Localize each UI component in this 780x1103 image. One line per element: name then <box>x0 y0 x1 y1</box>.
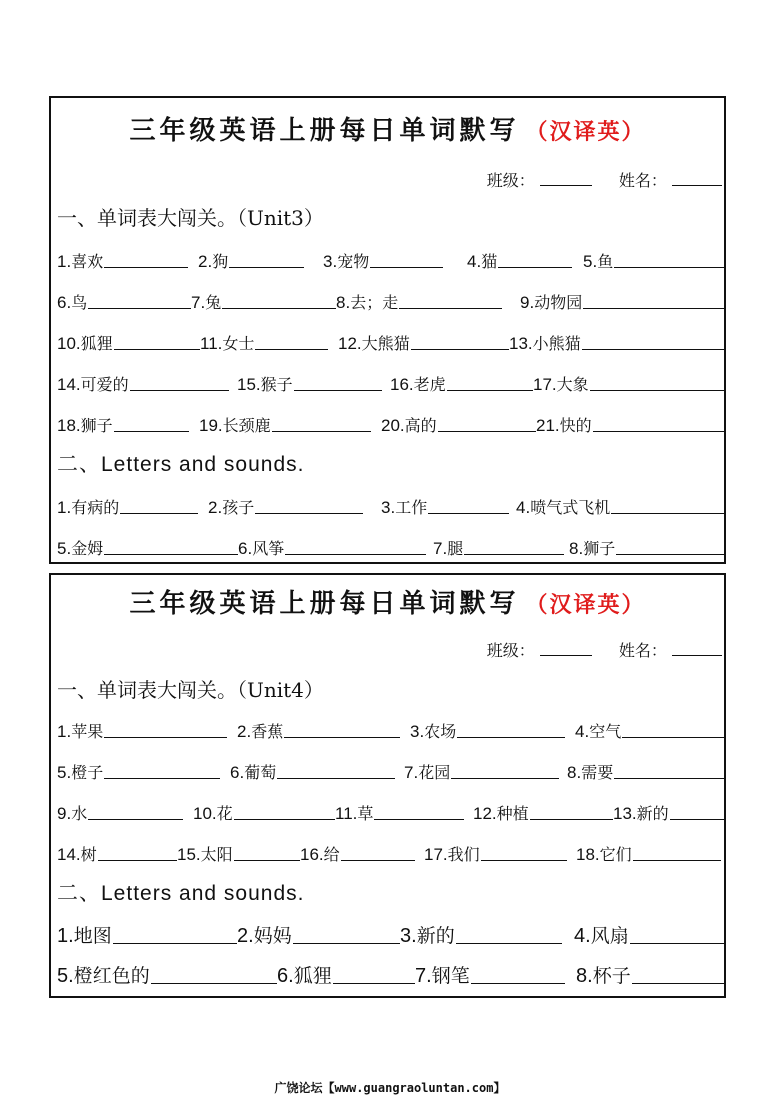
answer-blank[interactable] <box>593 430 726 432</box>
class-name-line: 班级： 姓名： <box>487 168 722 191</box>
vocab-item <box>433 531 564 559</box>
answer-blank[interactable] <box>114 430 189 432</box>
item-word: 狐狸 <box>293 965 332 987</box>
letters-row <box>57 490 723 518</box>
item-word: 鸟 <box>71 293 88 312</box>
answer-blank[interactable] <box>451 777 559 779</box>
vocab-item <box>177 837 300 865</box>
item-word: 需要 <box>581 763 614 782</box>
answer-blank[interactable] <box>614 777 726 779</box>
answer-blank[interactable] <box>498 266 572 268</box>
answer-blank[interactable] <box>399 307 502 309</box>
item-number: 8. <box>569 539 584 558</box>
item-word: 喜欢 <box>71 252 104 271</box>
worksheet-unit3 <box>49 96 726 564</box>
item-number: 3. <box>381 498 396 517</box>
item-word: 妈妈 <box>253 925 292 947</box>
item-number: 10. <box>193 804 217 823</box>
item-number: 8. <box>336 293 351 312</box>
vocab-row <box>57 796 723 824</box>
letters-row <box>57 916 723 948</box>
item-word: 孩子 <box>222 498 255 517</box>
worksheet-subtitle: （汉译英） <box>525 119 646 145</box>
answer-blank[interactable] <box>341 859 415 861</box>
section-vocab-heading: 一、单词表大闯关。（Unit3） <box>57 206 324 230</box>
answer-blank[interactable] <box>255 348 328 350</box>
vocab-item <box>238 531 426 559</box>
item-word: 狗 <box>212 252 229 271</box>
item-number: 5. <box>57 539 72 558</box>
item-word: 新的 <box>416 925 455 947</box>
item-number: 5. <box>57 763 72 782</box>
item-word: 橙子 <box>71 763 104 782</box>
vocab-item <box>381 408 536 436</box>
vocab-item <box>191 285 336 313</box>
item-number: 14. <box>57 845 81 864</box>
worksheet-title: 三年级英语上册每日单词默写 （汉译英） <box>129 116 646 146</box>
item-number: 3. <box>400 925 417 947</box>
vocab-item <box>336 285 502 313</box>
vocab-item <box>381 490 509 518</box>
answer-blank[interactable] <box>293 942 400 944</box>
item-word: 草 <box>357 804 374 823</box>
item-number: 14. <box>57 375 81 394</box>
answer-blank[interactable] <box>438 430 536 432</box>
item-number: 9. <box>57 804 72 823</box>
vocab-item <box>57 244 188 272</box>
vocab-item <box>200 326 328 354</box>
item-number: 4. <box>467 252 482 271</box>
item-word: 小熊猫 <box>532 334 581 353</box>
item-word: 太阳 <box>200 845 233 864</box>
answer-blank[interactable] <box>457 736 565 738</box>
item-word: 兔 <box>205 293 222 312</box>
vocab-item <box>400 916 562 948</box>
answer-blank[interactable] <box>234 859 300 861</box>
answer-blank[interactable] <box>447 389 533 391</box>
item-word: 风扇 <box>590 925 629 947</box>
vocab-row <box>57 326 723 354</box>
item-number: 7. <box>191 293 206 312</box>
item-number: 4. <box>516 498 531 517</box>
item-word: 钢笔 <box>431 965 470 987</box>
vocab-item <box>390 367 533 395</box>
item-number: 21. <box>536 416 560 435</box>
item-number: 10. <box>57 334 81 353</box>
vocab-item <box>199 408 371 436</box>
item-number: 8. <box>576 965 593 987</box>
item-word: 腿 <box>447 539 464 558</box>
item-word: 给 <box>323 845 340 864</box>
vocab-item <box>57 490 198 518</box>
answer-blank[interactable] <box>285 553 426 555</box>
item-word: 大熊猫 <box>361 334 410 353</box>
item-number: 2. <box>237 925 254 947</box>
item-word: 金姆 <box>71 539 104 558</box>
item-number: 11. <box>200 334 223 353</box>
vocab-item <box>576 956 726 988</box>
item-number: 7. <box>415 965 432 987</box>
vocab-item <box>520 285 726 313</box>
item-number: 7. <box>404 763 419 782</box>
item-number: 15. <box>177 845 201 864</box>
item-number: 6. <box>57 293 72 312</box>
vocab-item <box>509 326 726 354</box>
answer-blank[interactable] <box>277 777 395 779</box>
answer-blank[interactable] <box>481 859 567 861</box>
vocab-item <box>57 367 229 395</box>
answer-blank[interactable] <box>104 266 188 268</box>
answer-blank[interactable] <box>670 818 726 820</box>
item-word: 新的 <box>636 804 669 823</box>
vocab-item <box>57 916 237 948</box>
answer-blank[interactable] <box>590 389 726 391</box>
item-word: 高的 <box>404 416 437 435</box>
item-word: 狐狸 <box>80 334 113 353</box>
vocab-item <box>415 956 565 988</box>
answer-blank[interactable] <box>222 307 336 309</box>
item-word: 空气 <box>589 722 622 741</box>
item-word: 长颈鹿 <box>222 416 271 435</box>
item-word: 种植 <box>496 804 529 823</box>
item-number: 2. <box>198 252 213 271</box>
vocab-item <box>57 285 191 313</box>
vocab-item <box>323 244 443 272</box>
answer-blank[interactable] <box>104 777 220 779</box>
item-word: 喷气式飞机 <box>530 498 611 517</box>
item-number: 6. <box>230 763 245 782</box>
item-number: 16. <box>300 845 324 864</box>
item-number: 3. <box>410 722 425 741</box>
vocab-item <box>230 755 395 783</box>
item-number: 1. <box>57 925 74 947</box>
vocab-row <box>57 837 723 865</box>
section-letters-heading: 二、Letters and sounds. <box>57 453 305 476</box>
class-name-line: 班级： 姓名： <box>487 638 722 661</box>
vocab-item <box>338 326 509 354</box>
answer-blank[interactable] <box>229 266 304 268</box>
vocab-item <box>574 916 726 948</box>
item-word: 猴子 <box>260 375 293 394</box>
vocab-item <box>613 796 726 824</box>
item-word: 农场 <box>424 722 457 741</box>
answer-blank[interactable] <box>464 553 564 555</box>
item-number: 1. <box>57 252 72 271</box>
vocab-item <box>583 244 726 272</box>
item-number: 13. <box>509 334 533 353</box>
vocab-item <box>277 956 415 988</box>
item-number: 2. <box>208 498 223 517</box>
item-number: 5. <box>57 965 74 987</box>
vocab-item <box>335 796 464 824</box>
item-word: 狮子 <box>583 539 616 558</box>
item-number: 15. <box>237 375 261 394</box>
vocab-item <box>57 796 183 824</box>
answer-blank[interactable] <box>130 389 229 391</box>
answer-blank[interactable] <box>104 553 238 555</box>
vocab-item <box>536 408 726 436</box>
item-number: 16. <box>390 375 414 394</box>
vocab-row <box>57 408 723 436</box>
vocab-item <box>516 490 726 518</box>
answer-blank[interactable] <box>255 512 363 514</box>
vocab-item <box>57 837 177 865</box>
item-number: 3. <box>323 252 338 271</box>
item-number: 18. <box>57 416 81 435</box>
vocab-item <box>57 326 200 354</box>
vocab-item <box>198 244 304 272</box>
vocab-row <box>57 285 723 313</box>
section-vocab-heading: 一、单词表大闯关。（Unit4） <box>57 678 324 702</box>
answer-blank[interactable] <box>471 982 565 984</box>
item-word: 鱼 <box>597 252 614 271</box>
answer-blank[interactable] <box>611 512 726 514</box>
answer-blank[interactable] <box>272 430 371 432</box>
vocab-item <box>533 367 726 395</box>
answer-blank[interactable] <box>88 818 183 820</box>
vocab-row <box>57 244 723 272</box>
vocab-item <box>237 367 382 395</box>
section-letters-heading: 二、Letters and sounds. <box>57 882 305 905</box>
vocab-item <box>467 244 572 272</box>
answer-blank[interactable] <box>234 818 335 820</box>
worksheet-title: 三年级英语上册每日单词默写 （汉译英） <box>129 589 646 619</box>
item-number: 17. <box>424 845 448 864</box>
answer-blank[interactable] <box>284 736 400 738</box>
answer-blank[interactable] <box>582 348 726 350</box>
item-number: 19. <box>199 416 223 435</box>
item-word: 猫 <box>481 252 498 271</box>
footer-site-link[interactable]: 广饶论坛【www.guangraoluntan.com】 <box>274 1081 506 1095</box>
answer-blank[interactable] <box>530 818 613 820</box>
item-word: 动物园 <box>534 293 583 312</box>
item-word: 大象 <box>556 375 589 394</box>
item-number: 18. <box>576 845 600 864</box>
vocab-row <box>57 755 723 783</box>
answer-blank[interactable] <box>374 818 464 820</box>
item-word: 水 <box>71 804 88 823</box>
item-number: 1. <box>57 722 72 741</box>
vocab-item <box>300 837 415 865</box>
item-word: 地图 <box>73 925 112 947</box>
item-number: 9. <box>520 293 535 312</box>
item-word: 工作 <box>395 498 428 517</box>
item-word: 花 <box>216 804 233 823</box>
item-word: 去；走 <box>350 293 399 312</box>
item-word: 苹果 <box>71 722 104 741</box>
item-word: 葡萄 <box>244 763 277 782</box>
item-word: 花园 <box>418 763 451 782</box>
worksheet-unit4 <box>49 573 726 998</box>
answer-blank[interactable] <box>333 982 415 984</box>
class-blank[interactable] <box>540 169 592 186</box>
item-word: 风筝 <box>252 539 285 558</box>
answer-blank[interactable] <box>633 859 721 861</box>
item-number: 11. <box>335 804 358 823</box>
vocab-item <box>57 408 189 436</box>
answer-blank[interactable] <box>104 736 227 738</box>
item-number: 7. <box>433 539 448 558</box>
item-number: 12. <box>338 334 362 353</box>
answer-blank[interactable] <box>583 307 726 309</box>
item-number: 1. <box>57 498 72 517</box>
item-word: 杯子 <box>592 965 631 987</box>
answer-blank[interactable] <box>98 859 177 861</box>
item-number: 4. <box>574 925 591 947</box>
answer-blank[interactable] <box>632 982 726 984</box>
vocab-item <box>57 714 227 742</box>
answer-blank[interactable] <box>622 736 726 738</box>
item-number: 13. <box>613 804 637 823</box>
item-number: 12. <box>473 804 497 823</box>
item-number: 8. <box>567 763 582 782</box>
vocab-item <box>193 796 335 824</box>
answer-blank[interactable] <box>428 512 509 514</box>
vocab-item <box>404 755 559 783</box>
item-word: 树 <box>80 845 97 864</box>
item-word: 香蕉 <box>251 722 284 741</box>
vocab-item <box>424 837 567 865</box>
vocab-item <box>473 796 613 824</box>
answer-blank[interactable] <box>630 942 726 944</box>
name-blank[interactable] <box>672 169 722 186</box>
vocab-item <box>410 714 565 742</box>
vocab-item <box>208 490 363 518</box>
item-number: 20. <box>381 416 405 435</box>
item-word: 女士 <box>222 334 255 353</box>
vocab-item <box>57 956 277 988</box>
item-number: 17. <box>533 375 557 394</box>
answer-blank[interactable] <box>114 348 200 350</box>
item-number: 6. <box>238 539 253 558</box>
item-word: 有病的 <box>71 498 120 517</box>
item-number: 6. <box>277 965 294 987</box>
letters-row <box>57 531 723 559</box>
item-word: 狮子 <box>80 416 113 435</box>
answer-blank[interactable] <box>616 553 726 555</box>
answer-blank[interactable] <box>294 389 382 391</box>
answer-blank[interactable] <box>88 307 191 309</box>
item-word: 可爱的 <box>80 375 129 394</box>
answer-blank[interactable] <box>370 266 443 268</box>
worksheet-subtitle: （汉译英） <box>525 592 646 618</box>
name-blank[interactable] <box>672 639 722 656</box>
answer-blank[interactable] <box>151 982 277 984</box>
answer-blank[interactable] <box>120 512 198 514</box>
answer-blank[interactable] <box>456 942 562 944</box>
answer-blank[interactable] <box>411 348 509 350</box>
vocab-row <box>57 714 723 742</box>
vocab-item <box>237 714 400 742</box>
item-number: 4. <box>575 722 590 741</box>
vocab-item <box>576 837 721 865</box>
item-number: 2. <box>237 722 252 741</box>
vocab-item <box>57 531 238 559</box>
item-number: 5. <box>583 252 598 271</box>
item-word: 快的 <box>559 416 592 435</box>
vocab-item <box>57 755 220 783</box>
vocab-item <box>575 714 726 742</box>
class-blank[interactable] <box>540 639 592 656</box>
answer-blank[interactable] <box>614 266 726 268</box>
item-word: 宠物 <box>337 252 370 271</box>
vocab-item <box>237 916 400 948</box>
vocab-item <box>567 755 726 783</box>
item-word: 橙红色的 <box>73 965 150 987</box>
item-word: 老虎 <box>413 375 446 394</box>
letters-row <box>57 956 723 988</box>
vocab-item <box>569 531 726 559</box>
item-word: 我们 <box>447 845 480 864</box>
item-word: 它们 <box>599 845 632 864</box>
answer-blank[interactable] <box>113 942 237 944</box>
vocab-row <box>57 367 723 395</box>
